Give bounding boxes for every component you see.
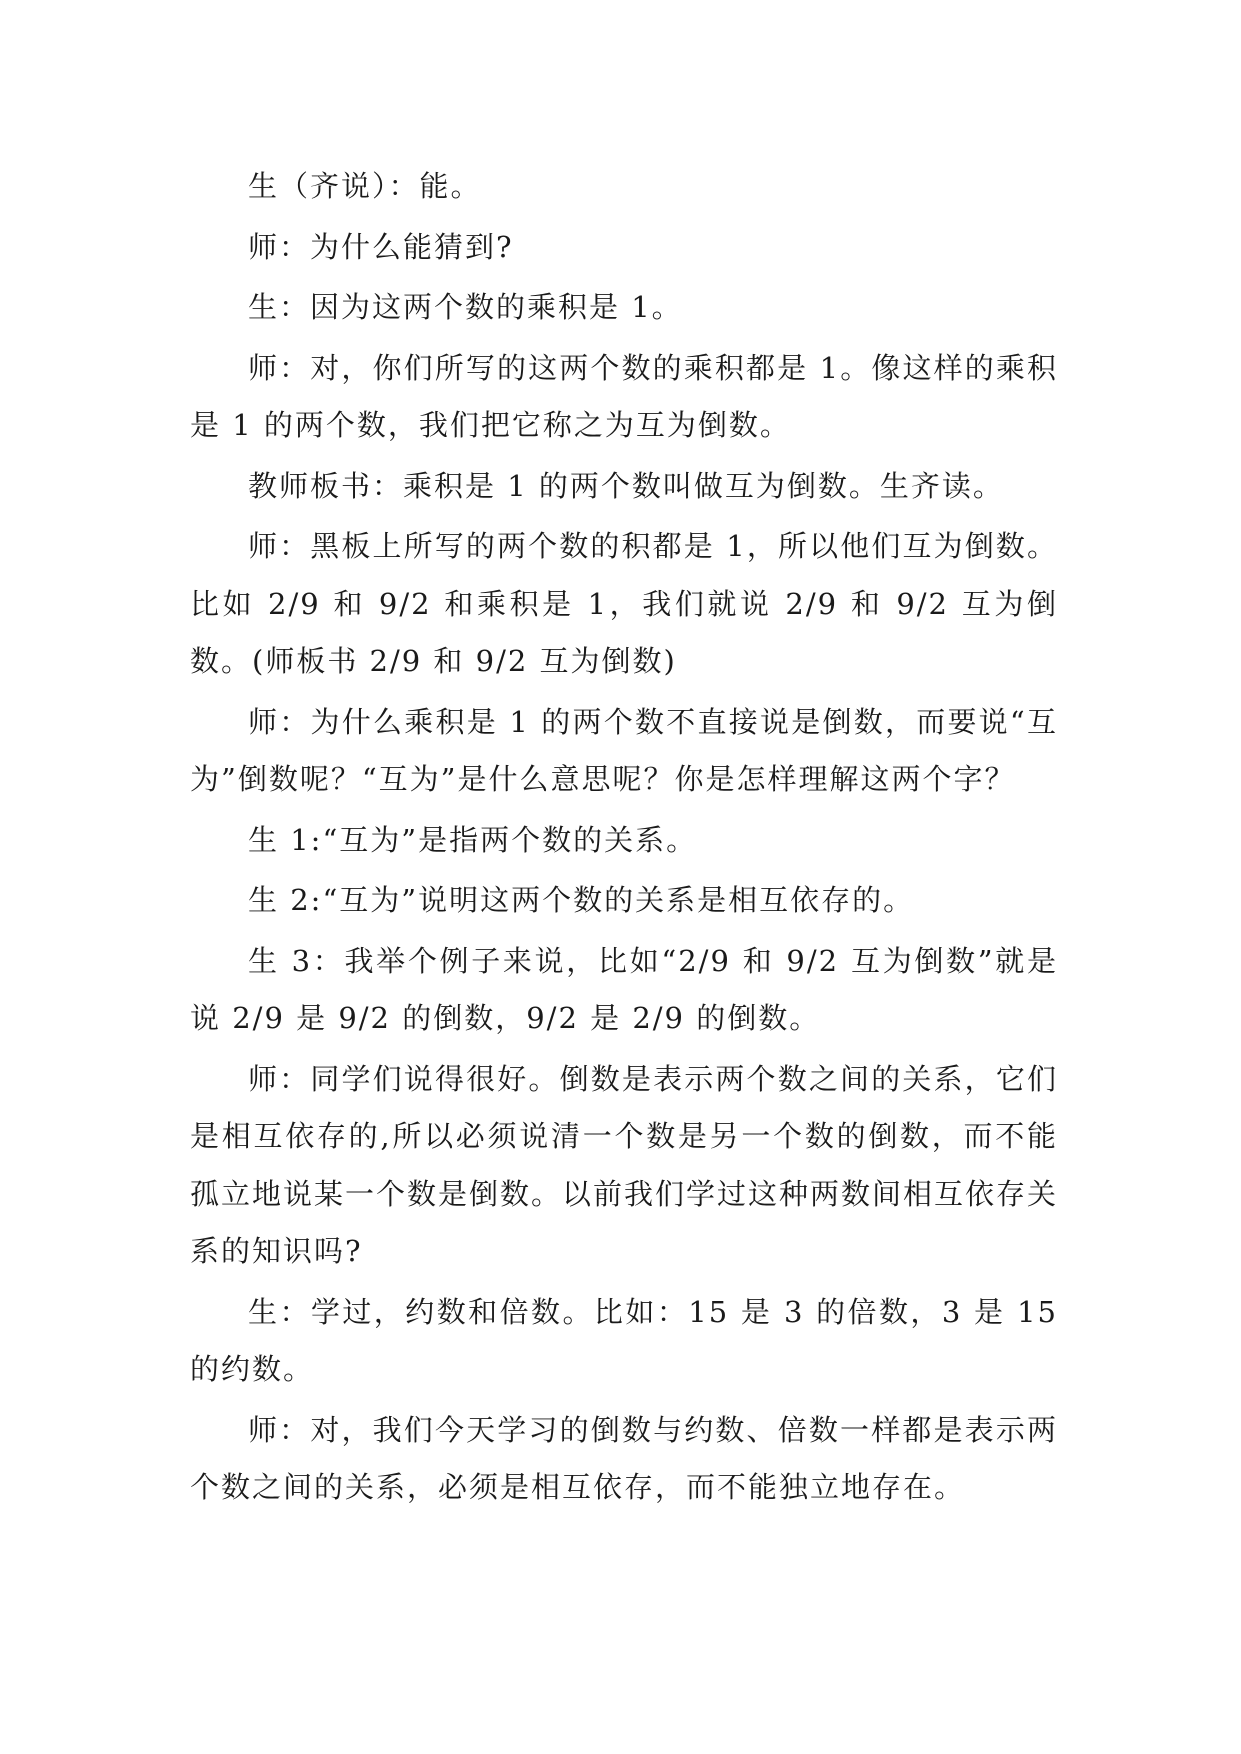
paragraph-4: 师：对，你们所写的这两个数的乘积都是 1。像这样的乘积是 1 的两个数，我们把它称之为互为倒数。 <box>190 350 1058 442</box>
paragraph-2: 师：为什么能猜到? <box>248 229 514 264</box>
paragraph-5: 教师板书：乘积是 1 的两个数叫做互为倒数。生齐读。 <box>248 468 1004 503</box>
paragraph-11: 师：同学们说得很好。倒数是表示两个数之间的关系，它们是相互依存的,所以必须说清一个数是另一个数的倒数，而不能孤立地说某一个数是倒数。以前我们学过这种两数间相互依存关系的知识吗? <box>190 1061 1059 1268</box>
paragraph-9: 生 2:“互为”说明这两个数的关系是相互依存的。 <box>248 883 915 917</box>
paragraph-7: 师：为什么乘积是 1 的两个数不直接说是倒数，而要说“互为”倒数呢？“互为”是什么意思呢？你是怎样理解这两个字？ <box>190 704 1058 796</box>
paragraph-8: 生 1:“互为”是指两个数的关系。 <box>248 822 698 857</box>
paragraph-13: 师：对，我们今天学习的倒数与约数、倍数一样都是表示两个数之间的关系，必须是相互依存，而不能独立地存在。 <box>190 1412 1058 1504</box>
paragraph-6: 师：黑板上所写的两个数的积都是 1，所以他们互为倒数。比如 2/9 和 9/2 和乘积是 1，我们就说 2/9 和 9/2 互为倒数。(师板书 2/9 和 9/2 互为倒数) <box>190 529 1058 678</box>
paragraph-10: 生 3：我举个例子来说，比如“2/9 和 9/2 互为倒数”就是说 2/9 是 9/2 的倒数，9/2 是 2/9 的倒数。 <box>190 943 1058 1035</box>
paragraph-12: 生：学过，约数和倍数。比如：15 是 3 的倍数，3 是 15 的约数。 <box>190 1294 1058 1386</box>
paragraph-3: 生：因为这两个数的乘积是 1。 <box>248 290 683 324</box>
document-page <box>190 158 1058 1520</box>
paragraph-1: 生（齐说）：能。 <box>248 169 482 203</box>
